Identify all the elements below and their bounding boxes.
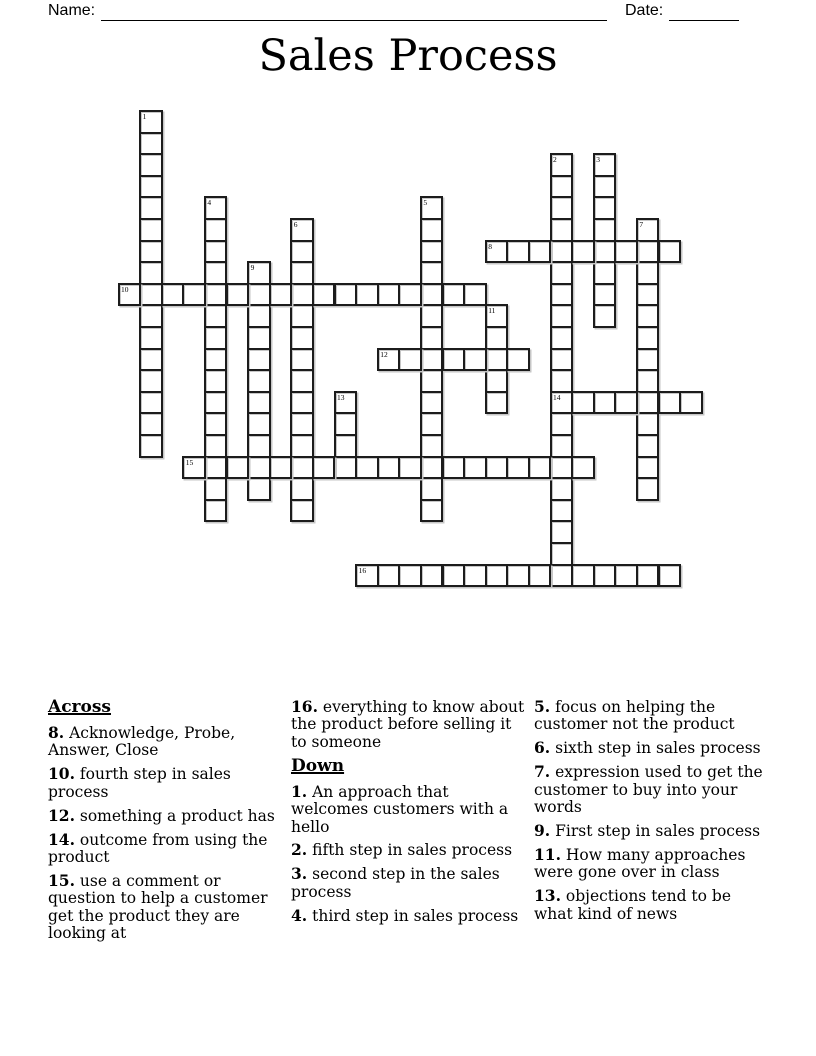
grid-cell[interactable]	[485, 391, 509, 415]
grid-cell[interactable]	[636, 391, 660, 415]
grid-cell[interactable]	[506, 348, 530, 372]
grid-cell[interactable]	[377, 564, 401, 588]
grid-cell[interactable]	[247, 477, 271, 501]
grid-cell[interactable]	[442, 456, 466, 480]
grid-cell[interactable]	[420, 477, 444, 501]
cell-number: 9	[250, 263, 255, 273]
clues-section	[48, 698, 770, 948]
grid-cell[interactable]	[139, 326, 163, 350]
grid-cell[interactable]	[139, 196, 163, 220]
grid-cell[interactable]	[636, 369, 660, 393]
grid-cell[interactable]	[355, 283, 379, 307]
cell-number: 11	[488, 306, 496, 316]
grid-cell[interactable]	[247, 304, 271, 328]
grid-cell[interactable]	[420, 499, 444, 523]
clue-item: 14. outcome from using the product	[48, 829, 268, 866]
grid-cell[interactable]	[204, 369, 228, 393]
clue-item: 1. An approach that welcomes customers with a hello	[291, 781, 509, 836]
clue-item: 12. something a product has	[48, 805, 275, 825]
clues-across-header: Across	[48, 697, 111, 717]
clue-item: 16. everything to know about the product before selling it to someone	[291, 697, 525, 751]
grid-cell[interactable]	[290, 369, 314, 393]
grid-cell[interactable]	[506, 456, 530, 480]
grid-cell[interactable]	[247, 369, 271, 393]
grid-cell[interactable]	[442, 564, 466, 588]
grid-cell[interactable]	[420, 196, 444, 220]
grid-cell[interactable]	[463, 456, 487, 480]
grid-cell[interactable]	[593, 218, 617, 242]
clue-number: 2.	[291, 840, 308, 860]
grid-cell[interactable]	[290, 326, 314, 350]
grid-cell[interactable]	[550, 520, 574, 544]
grid-cell[interactable]	[247, 326, 271, 350]
grid-cell[interactable]	[204, 240, 228, 264]
clue-number: 14.	[48, 829, 75, 849]
clue-item: 11. How many approaches were gone over in class	[534, 844, 746, 882]
name-label: Name:	[48, 2, 96, 19]
grid-cell[interactable]	[571, 456, 595, 480]
grid-cell[interactable]	[550, 412, 574, 436]
grid-cell[interactable]	[139, 391, 163, 415]
grid-cell[interactable]	[614, 391, 638, 415]
grid-cell[interactable]	[506, 564, 530, 588]
grid-cell[interactable]	[290, 283, 314, 307]
grid-cell[interactable]	[139, 175, 163, 199]
grid-cell[interactable]	[550, 196, 574, 220]
grid-cell[interactable]	[204, 456, 228, 480]
grid-cell[interactable]	[398, 283, 422, 307]
grid-cell[interactable]	[204, 218, 228, 242]
grid-cell[interactable]	[247, 412, 271, 436]
clue-item: 8. Acknowledge, Probe, Answer, Close	[48, 723, 236, 760]
grid-cell[interactable]	[290, 499, 314, 523]
clue-item: 13. objections tend to be what kind of news	[534, 886, 732, 923]
grid-cell[interactable]	[139, 434, 163, 458]
cell-number: 13	[337, 392, 345, 402]
grid-cell[interactable]	[593, 283, 617, 307]
grid-cell[interactable]	[485, 369, 509, 393]
grid-cell[interactable]	[290, 261, 314, 285]
cell-number: 6	[293, 220, 298, 229]
grid-cell[interactable]	[290, 477, 314, 501]
cell-number: 14	[553, 392, 561, 402]
clue-item: 5. focus on helping the customer not the product	[534, 697, 735, 734]
clue-item: 3. second step in the sales process	[291, 864, 500, 901]
grid-cell[interactable]	[593, 261, 617, 285]
grid-cell[interactable]	[463, 348, 487, 372]
grid-cell[interactable]	[290, 412, 314, 436]
grid-cell[interactable]	[204, 304, 228, 328]
name-fill-in-line[interactable]	[101, 3, 607, 21]
grid-cell[interactable]	[420, 434, 444, 458]
grid-cell[interactable]	[593, 304, 617, 328]
grid-cell[interactable]	[269, 283, 293, 307]
grid-cell[interactable]	[550, 153, 574, 177]
grid-cell[interactable]	[485, 348, 509, 372]
grid-cell[interactable]	[636, 456, 660, 480]
grid-cell[interactable]	[636, 218, 660, 242]
grid-cell[interactable]	[118, 283, 142, 307]
grid-cell[interactable]	[204, 326, 228, 350]
grid-cell[interactable]	[593, 391, 617, 415]
grid-cell[interactable]	[550, 218, 574, 242]
grid-cell[interactable]	[550, 456, 574, 480]
cell-number: 5	[423, 198, 428, 208]
grid-cell[interactable]	[290, 391, 314, 415]
grid-cell[interactable]	[420, 564, 444, 588]
clue-item: 6. sixth step in sales process	[534, 738, 761, 758]
grid-cell[interactable]	[658, 391, 682, 415]
grid-cell[interactable]	[550, 499, 574, 523]
grid-cell[interactable]	[139, 218, 163, 242]
clue-item: 9. First step in sales process	[534, 820, 761, 840]
grid-cell[interactable]	[290, 304, 314, 328]
grid-cell[interactable]	[528, 564, 552, 588]
grid-cell[interactable]	[204, 283, 228, 307]
grid-cell[interactable]	[593, 153, 617, 177]
cell-number: 16	[358, 565, 367, 575]
grid-cell[interactable]	[139, 304, 163, 328]
cell-number: 12	[380, 349, 388, 359]
grid-cell[interactable]	[204, 261, 228, 285]
grid-cell[interactable]	[679, 391, 703, 415]
grid-cell[interactable]	[636, 412, 660, 436]
grid-cell[interactable]	[139, 283, 163, 307]
grid-cell[interactable]	[161, 283, 185, 307]
clue-number: 16.	[291, 697, 318, 716]
grid-cell[interactable]	[204, 434, 228, 458]
grid-cell[interactable]	[485, 456, 509, 480]
grid-cell[interactable]	[182, 456, 206, 480]
cell-number: 7	[639, 220, 644, 229]
grid-cell[interactable]	[614, 564, 638, 588]
grid-cell[interactable]	[398, 456, 422, 480]
grid-cell[interactable]	[334, 283, 358, 307]
grid-cell[interactable]	[334, 456, 358, 480]
cell-number: 2	[553, 155, 557, 165]
clues-column-2	[291, 698, 528, 948]
grid-cell[interactable]	[139, 110, 163, 134]
grid-cell[interactable]	[442, 348, 466, 372]
grid-cell[interactable]	[204, 499, 228, 523]
grid-cell[interactable]	[571, 564, 595, 588]
date-label: Date:	[625, 2, 664, 19]
grid-cell[interactable]	[247, 391, 271, 415]
grid-cell[interactable]	[398, 348, 422, 372]
grid-cell[interactable]	[226, 456, 250, 480]
grid-cell[interactable]	[377, 283, 401, 307]
grid-cell[interactable]	[463, 283, 487, 307]
clue-number: 13.	[534, 886, 561, 906]
grid-cell[interactable]	[463, 564, 487, 588]
grid-cell[interactable]	[204, 348, 228, 372]
clues-column-3	[534, 698, 771, 948]
grid-cell[interactable]	[420, 261, 444, 285]
grid-cell[interactable]	[139, 261, 163, 285]
grid-cell[interactable]	[139, 153, 163, 177]
grid-cell[interactable]	[636, 261, 660, 285]
grid-cell[interactable]	[139, 348, 163, 372]
cell-number: 1	[142, 112, 147, 121]
grid-cell[interactable]	[269, 456, 293, 480]
clue-item: 15. use a comment or question to help a customer get the product they are looking at	[48, 870, 268, 943]
grid-cell[interactable]	[420, 348, 444, 372]
clue-number: 12.	[48, 805, 75, 825]
grid-cell[interactable]	[636, 477, 660, 501]
grid-cell[interactable]	[420, 391, 444, 415]
grid-cell[interactable]	[312, 283, 336, 307]
grid-cell[interactable]	[139, 132, 163, 156]
grid-cell[interactable]	[528, 240, 552, 264]
grid-cell[interactable]	[139, 369, 163, 393]
grid-cell[interactable]	[355, 456, 379, 480]
grid-cell[interactable]	[204, 477, 228, 501]
grid-cell[interactable]	[550, 542, 574, 566]
grid-cell[interactable]	[550, 348, 574, 372]
grid-cell[interactable]	[550, 434, 574, 458]
grid-cell[interactable]	[204, 412, 228, 436]
grid-cell[interactable]	[636, 304, 660, 328]
grid-cell[interactable]	[355, 564, 379, 588]
grid-cell[interactable]	[485, 304, 509, 328]
grid-cell[interactable]	[204, 391, 228, 415]
grid-cell[interactable]	[550, 391, 574, 415]
date-fill-in-line[interactable]	[669, 3, 739, 21]
grid-cell[interactable]	[247, 348, 271, 372]
grid-cell[interactable]	[550, 369, 574, 393]
grid-cell[interactable]	[658, 240, 682, 264]
grid-cell[interactable]	[420, 326, 444, 350]
grid-cell[interactable]	[571, 240, 595, 264]
grid-cell[interactable]	[334, 391, 358, 415]
clue-number: 6.	[534, 738, 551, 758]
grid-cell[interactable]	[636, 348, 660, 372]
grid-cell[interactable]	[550, 304, 574, 328]
grid-cell[interactable]	[204, 196, 228, 220]
grid-cell[interactable]	[550, 477, 574, 501]
grid-cell[interactable]	[550, 175, 574, 199]
clue-number: 8.	[48, 723, 65, 742]
grid-cell[interactable]	[290, 348, 314, 372]
grid-cell[interactable]	[247, 283, 271, 307]
clue-item: 4. third step in sales process	[291, 905, 519, 925]
clues-column-1	[48, 698, 285, 948]
clue-item: 10. fourth step in sales process	[48, 764, 231, 801]
clue-number: 9.	[534, 820, 551, 840]
grid-cell[interactable]	[636, 564, 660, 588]
grid-cell[interactable]	[571, 391, 595, 415]
grid-cell[interactable]	[550, 326, 574, 350]
clue-number: 11.	[534, 844, 561, 864]
grid-cell[interactable]	[290, 218, 314, 242]
grid-cell[interactable]	[636, 326, 660, 350]
grid-cell[interactable]	[442, 283, 466, 307]
clue-number: 1.	[291, 781, 308, 801]
clue-number: 4.	[291, 905, 308, 925]
grid-cell[interactable]	[420, 240, 444, 264]
grid-cell[interactable]	[550, 240, 574, 264]
grid-cell[interactable]	[485, 564, 509, 588]
grid-cell[interactable]	[593, 240, 617, 264]
grid-cell[interactable]	[290, 434, 314, 458]
grid-cell[interactable]	[636, 434, 660, 458]
grid-cell[interactable]	[636, 283, 660, 307]
grid-cell[interactable]	[290, 456, 314, 480]
grid-cell[interactable]	[550, 261, 574, 285]
grid-cell[interactable]	[398, 564, 422, 588]
grid-cell[interactable]	[139, 412, 163, 436]
clue-number: 7.	[534, 762, 551, 782]
grid-cell[interactable]	[485, 240, 509, 264]
grid-cell[interactable]	[550, 283, 574, 307]
page-title: Sales Process	[258, 31, 558, 81]
grid-cell[interactable]	[247, 456, 271, 480]
grid-cell[interactable]	[420, 412, 444, 436]
grid-cell[interactable]	[485, 326, 509, 350]
grid-cell[interactable]	[377, 456, 401, 480]
grid-cell[interactable]	[550, 564, 574, 588]
grid-cell[interactable]	[636, 240, 660, 264]
grid-cell[interactable]	[420, 369, 444, 393]
cell-number: 8	[488, 241, 492, 251]
grid-cell[interactable]	[420, 304, 444, 328]
clue-number: 3.	[291, 864, 308, 884]
grid-cell[interactable]	[247, 434, 271, 458]
cell-number: 10	[121, 284, 129, 294]
grid-cell[interactable]	[377, 348, 401, 372]
clue-number: 5.	[534, 697, 551, 716]
grid-cell[interactable]	[593, 175, 617, 199]
cell-number: 3	[596, 155, 600, 165]
grid-cell[interactable]	[420, 218, 444, 242]
grid-cell[interactable]	[506, 240, 530, 264]
grid-cell[interactable]	[614, 240, 638, 264]
crossword-grid	[118, 110, 702, 586]
grid-cell[interactable]	[290, 240, 314, 264]
grid-cell[interactable]	[420, 283, 444, 307]
grid-cell[interactable]	[334, 412, 358, 436]
grid-cell[interactable]	[247, 261, 271, 285]
clue-number: 15.	[48, 870, 75, 890]
clue-item: 7. expression used to get the customer to buy into your words	[534, 762, 763, 817]
grid-cell[interactable]	[312, 456, 336, 480]
grid-cell[interactable]	[593, 564, 617, 588]
clues-down-header: Down	[291, 755, 345, 776]
grid-cell[interactable]	[334, 434, 358, 458]
grid-cell[interactable]	[593, 196, 617, 220]
grid-cell[interactable]	[528, 456, 552, 480]
grid-cell[interactable]	[182, 283, 206, 307]
grid-cell[interactable]	[139, 240, 163, 264]
cell-number: 15	[185, 457, 194, 467]
clue-item: 2. fifth step in sales process	[291, 840, 513, 860]
clue-number: 10.	[48, 764, 75, 784]
grid-cell[interactable]	[658, 564, 682, 588]
cell-number: 4	[207, 198, 212, 208]
grid-cell[interactable]	[226, 283, 250, 307]
grid-cell[interactable]	[420, 456, 444, 480]
